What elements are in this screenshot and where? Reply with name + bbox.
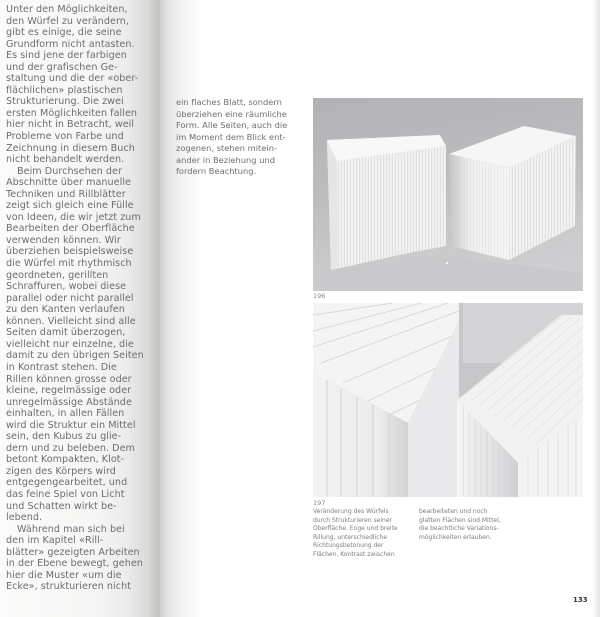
text-line: verwenden können. Wir <box>6 234 121 246</box>
text-line: dern und zu beleben. Dem <box>6 442 135 454</box>
text-line: hier nicht in Betracht, weil <box>6 119 135 131</box>
text-line: kleine, regelmässige oder <box>6 385 132 397</box>
text-line: ander in Beziehung und <box>176 154 275 165</box>
text-line: einhalten, in allen Fällen <box>6 408 125 420</box>
figure-number-197: 197 <box>313 499 326 507</box>
closeup-grooved-cubes-illustration <box>313 303 583 497</box>
text-line: nicht behandelt werden. <box>6 154 125 166</box>
text-line: hier die Muster «um die <box>6 569 122 581</box>
caption-line: bearbeiteten und noch <box>419 508 488 515</box>
text-line: entgegengearbeitet, und <box>6 477 128 489</box>
text-line: Beim Durchsehen der <box>17 165 123 177</box>
caption-line: glatten Flächen sind Mittel, <box>419 516 501 524</box>
text-line: Probleme von Farbe und <box>6 131 124 143</box>
text-line: und Schatten wirkt be- <box>6 500 117 512</box>
text-line: Grundform nicht antasten. <box>6 38 135 50</box>
text-line: Schraffuren, wobei diese <box>6 281 127 293</box>
continuation-text <box>176 97 301 178</box>
text-line: und der grafischen Ge- <box>6 61 118 73</box>
figure-number-196: 196 <box>313 292 326 300</box>
caption-line: die beachtliche Variations- <box>419 525 499 533</box>
page-number: 133 <box>573 596 588 604</box>
paragraph-1 <box>6 4 151 166</box>
text-line: unregelmässige Abstände <box>6 396 132 408</box>
left-body-text <box>6 4 151 593</box>
text-line: im Moment dem Blick ent- <box>176 131 286 142</box>
text-line: Es sind jene der farbigen <box>6 50 127 62</box>
text-line: ein flaches Blatt, sondern <box>176 97 282 107</box>
text-line: von Ideen, die wir jetzt zum <box>6 211 141 223</box>
text-line: den im Kapitel «Rill- <box>6 535 104 547</box>
text-line: geordneten, gerillten <box>6 269 109 281</box>
caption-line: möglichkeiten erlauben. <box>419 533 492 541</box>
right-page <box>170 0 600 617</box>
text-line: betont Kompakten, Klot- <box>6 454 125 466</box>
text-line: sein, den Kubus zu glie- <box>6 431 122 443</box>
text-line: zu den Kanten verlaufen <box>6 304 125 316</box>
text-line: lebend. <box>6 512 43 524</box>
text-line: in Kontrast stehen. Die <box>6 361 117 373</box>
text-line: in der Ebene bewegt, gehen <box>6 558 143 570</box>
grooved-cubes-illustration <box>313 98 583 291</box>
text-line: Während man sich bei <box>17 523 125 535</box>
text-line: zeigt sich gleich eine Fülle <box>6 200 134 212</box>
text-line: Strukturierung. Die zwei <box>6 96 124 108</box>
text-line: gibt es einige, die seine <box>6 27 122 39</box>
paragraph-3 <box>6 524 151 593</box>
caption-line: Flächen, Kontrast zwischen <box>313 550 395 558</box>
text-line: überziehen eine räumliche <box>176 108 287 119</box>
left-page <box>0 0 168 617</box>
text-line: wird die Struktur ein Mittel <box>6 419 136 431</box>
figure-197-photo <box>313 303 583 497</box>
text-line: können. Vielleicht sind alle <box>6 315 136 327</box>
text-line: das feine Spiel von Licht <box>6 488 125 500</box>
text-line: Bearbeiten der Oberfläche <box>6 223 135 235</box>
figure-caption-column-a <box>313 508 413 560</box>
text-line: Techniken und Rillblätter <box>6 188 126 200</box>
text-line: fordern Beachtung. <box>176 166 257 176</box>
figure-caption-column-b <box>419 508 519 542</box>
caption-line: Veränderung des Würfels <box>313 508 389 515</box>
text-line: Unter den Möglichkeiten, <box>6 4 128 15</box>
text-line: ersten Möglichkeiten fallen <box>6 107 138 119</box>
caption-line: Oberfläche. Enge und breite <box>313 525 398 533</box>
text-line: flächlichen» plastischen <box>6 84 123 96</box>
text-line: Zeichnung in diesem Buch <box>6 142 135 154</box>
text-line: blätter» gezeigten Arbeiten <box>6 546 140 558</box>
figure-196-photo <box>313 98 583 291</box>
text-line: Rillen können grosse oder <box>6 373 132 385</box>
text-line: überziehen beispielsweise <box>6 246 134 258</box>
text-line: Ecke», strukturieren nicht <box>6 581 132 593</box>
text-line: vielleicht nur einzelne, die <box>6 338 134 350</box>
paragraph-2 <box>6 166 151 524</box>
caption-line: Richtungsbetonung der <box>313 542 384 550</box>
text-line: die Würfel mit rhythmisch <box>6 258 132 270</box>
text-line: staltung und die der «ober- <box>6 73 139 85</box>
text-line: den Würfel zu verändern, <box>6 15 130 27</box>
page-edge-shadow <box>592 0 600 617</box>
text-line: damit zu den übrigen Seiten <box>6 350 144 362</box>
caption-line: durch Strukturieren seiner <box>313 516 393 524</box>
text-line: Abschnitte über manuelle <box>6 177 132 189</box>
text-line: zogenen, stehen mitein- <box>176 143 277 153</box>
text-line: parallel oder nicht parallel <box>6 292 134 304</box>
caption-line: Rillung, unterschiedliche <box>313 533 388 541</box>
text-line: Form. Alle Seiten, auch die <box>176 120 288 130</box>
text-line: Seiten damit überzogen, <box>6 327 126 339</box>
text-line: zigen des Körpers wird <box>6 465 116 477</box>
